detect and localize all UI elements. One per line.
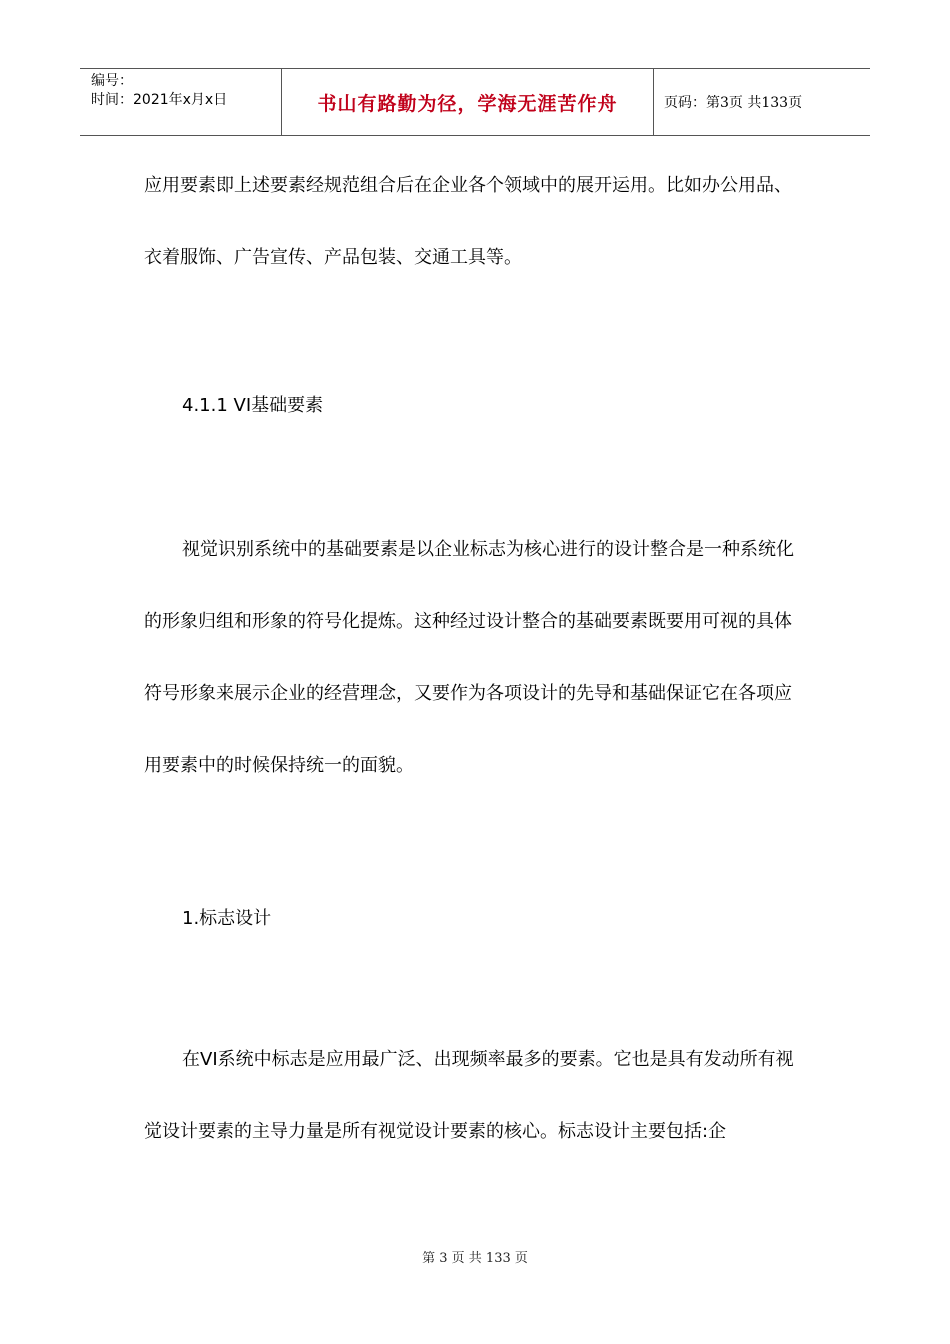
paragraph-logo-design: 在VI系统中标志是应用最广泛、出现频率最多的要素。它也是具有发动所有视觉设计要素的主导力量是所有视觉设计要素的核心。标志设计主要包括:企	[144, 1049, 794, 1142]
page-footer: 第 3 页 共 133 页	[422, 1251, 528, 1266]
paragraph-application-elements: 应用要素即上述要素经规范组合后在企业各个领域中的展开运用。比如办公用品、衣着服饰、广告宣传、产品包装、交通工具等。	[144, 175, 792, 268]
section-heading-vi-basic-elements: 4.1.1 VI基础要素	[182, 395, 324, 416]
header-meta	[80, 69, 282, 135]
section-heading-logo-design: 1.标志设计	[182, 908, 272, 929]
header-motto: 书山有路勤为径，学海无涯苦作舟	[317, 92, 618, 115]
page-header	[80, 68, 870, 136]
paragraph-basic-elements: 视觉识别系统中的基础要素是以企业标志为核心进行的设计整合是一种系统化的形象归组和形象的符号化提炼。这种经过设计整合的基础要素既要用可视的具体符号形象来展示企业的经营理念，又要作为各项设计的先导和基础保证它在各项应用要素中的时候保持统一的面貌。	[144, 539, 794, 776]
header-page-info: 页码：第3页 共133页	[664, 95, 803, 111]
document-number-label: 编号：	[91, 73, 133, 89]
document-date: 时间：2021年x月x日	[91, 92, 228, 108]
header-motto-cell	[282, 69, 654, 135]
